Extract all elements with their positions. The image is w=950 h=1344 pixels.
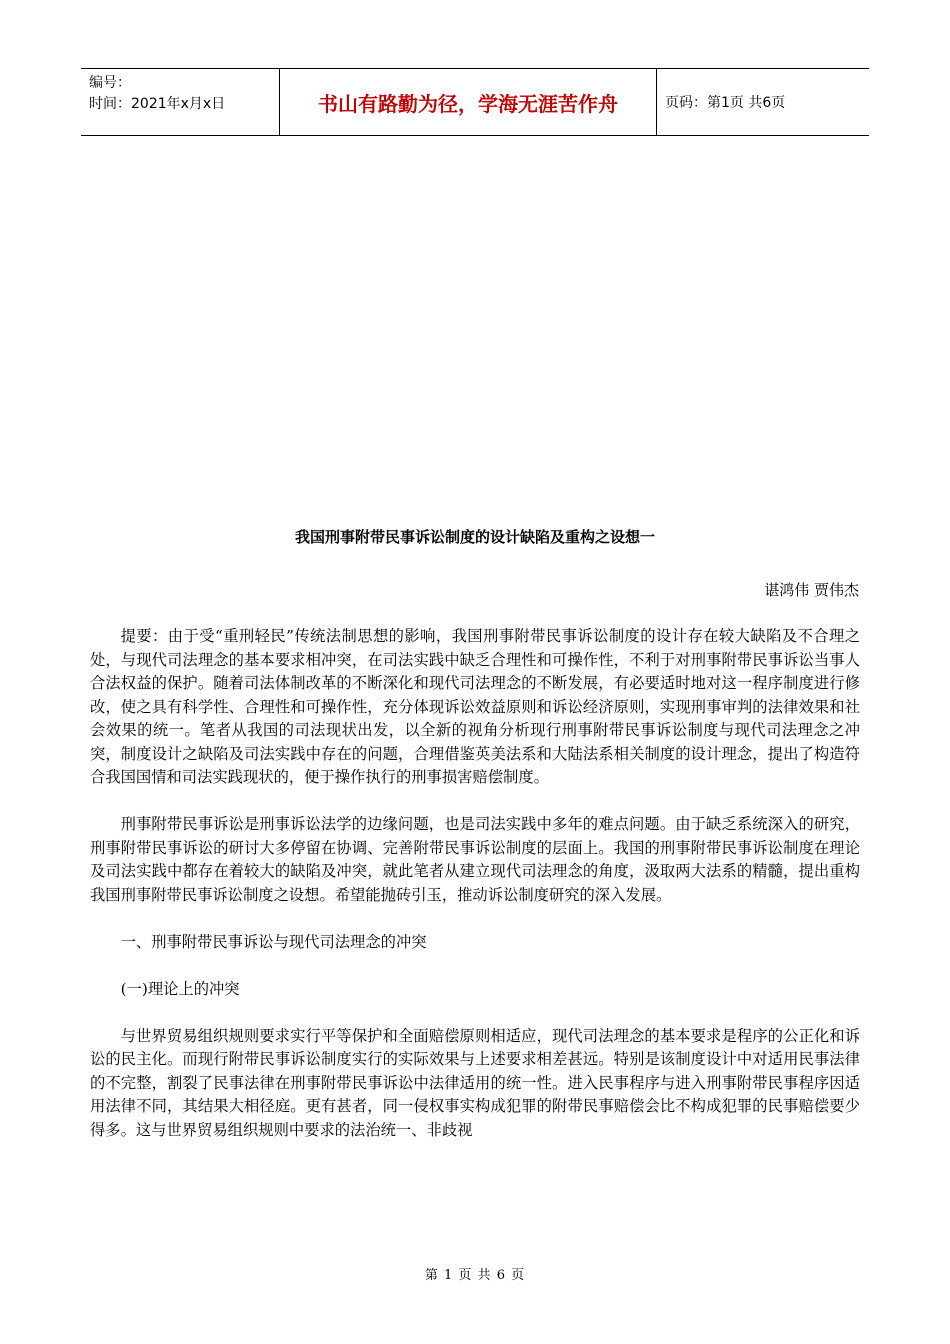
time-label: 时间：2021年x月x日 xyxy=(89,96,226,112)
document-authors: 谌鸿伟 贾伟杰 xyxy=(764,581,859,599)
intro-paragraph: 刑事附带民事诉讼是刑事诉讼法学的边缘问题，也是司法实践中多年的难点问题。由于缺乏系统深入的研究，刑事附带民事诉讼的研讨大多停留在协调、完善附带民事诉讼制度的层面上。我国的刑事附带民事诉讼制度在理论及司法实践中都存在着较大的缺陷及冲突，就此笔者从建立现代司法理念的角度，汲取两大法系的精髓，提出重构我国刑事附带民事诉讼制度之设想。希望能抛砖引玉，推动诉讼制度研究的深入发展。 xyxy=(90,815,860,904)
header-motto: 书山有路勤为径，学海无涯苦作舟 xyxy=(280,69,657,135)
section-heading: 一、刑事附带民事诉讼与现代司法理念的冲突 xyxy=(120,932,427,951)
header-meta xyxy=(81,69,280,135)
abstract-paragraph: 提要：由于受“重刑轻民”传统法制思想的影响，我国刑事附带民事诉讼制度的设计存在较大缺陷及不合理之处，与现代司法理念的基本要求相冲突，在司法实践中缺乏合理性和可操作性，不利于对刑事附带民事诉讼当事人合法权益的保护。随着司法体制改革的不断深化和现代司法理念的不断发展，有必要适时地对这一程序制度进行修改，使之具有科学性、合理性和可操作性，充分体现诉讼效益原则和诉讼经济原则，实现刑事审判的法律效果和社会效果的统一。笔者从我国的司法现状出发，以全新的视角分析现行刑事附带民事诉讼制度与现代司法理念之冲突，制度设计之缺陷及司法实践中存在的问题，合理借鉴英美法系和大陆法系相关制度的设计理念，提出了构造符合我国国情和司法实践现状的，便于操作执行的刑事损害赔偿制度。 xyxy=(90,627,860,786)
subsection-heading: (一)理论上的冲突 xyxy=(120,979,240,998)
document-header xyxy=(81,68,869,136)
page-footer: 第 1 页 共 6 页 xyxy=(424,1268,526,1283)
body-paragraph: 与世界贸易组织规则要求实行平等保护和全面赔偿原则相适应，现代司法理念的基本要求是程序的公正化和诉讼的民主化。而现行附带民事诉讼制度实行的实际效果与上述要求相差甚远。特别是该制度设计中对适用民事法律的不完整，割裂了民事法律在刑事附带民事诉讼中法律适用的统一性。进入民事程序与进入刑事附带民事程序因适用法律不同，其结果大相径庭。更有甚者，同一侵权事实构成犯罪的附带民事赔偿会比不构成犯罪的民事赔偿要少得多。这与世界贸易组织规则中要求的法治统一、非歧视 xyxy=(90,1026,860,1139)
number-label: 编号： xyxy=(89,75,131,91)
document-body xyxy=(90,625,860,1166)
document-title: 我国刑事附带民事诉讼制度的设计缺陷及重构之设想一 xyxy=(294,528,655,546)
header-page-info: 页码：第1页 共6页 xyxy=(665,95,786,111)
